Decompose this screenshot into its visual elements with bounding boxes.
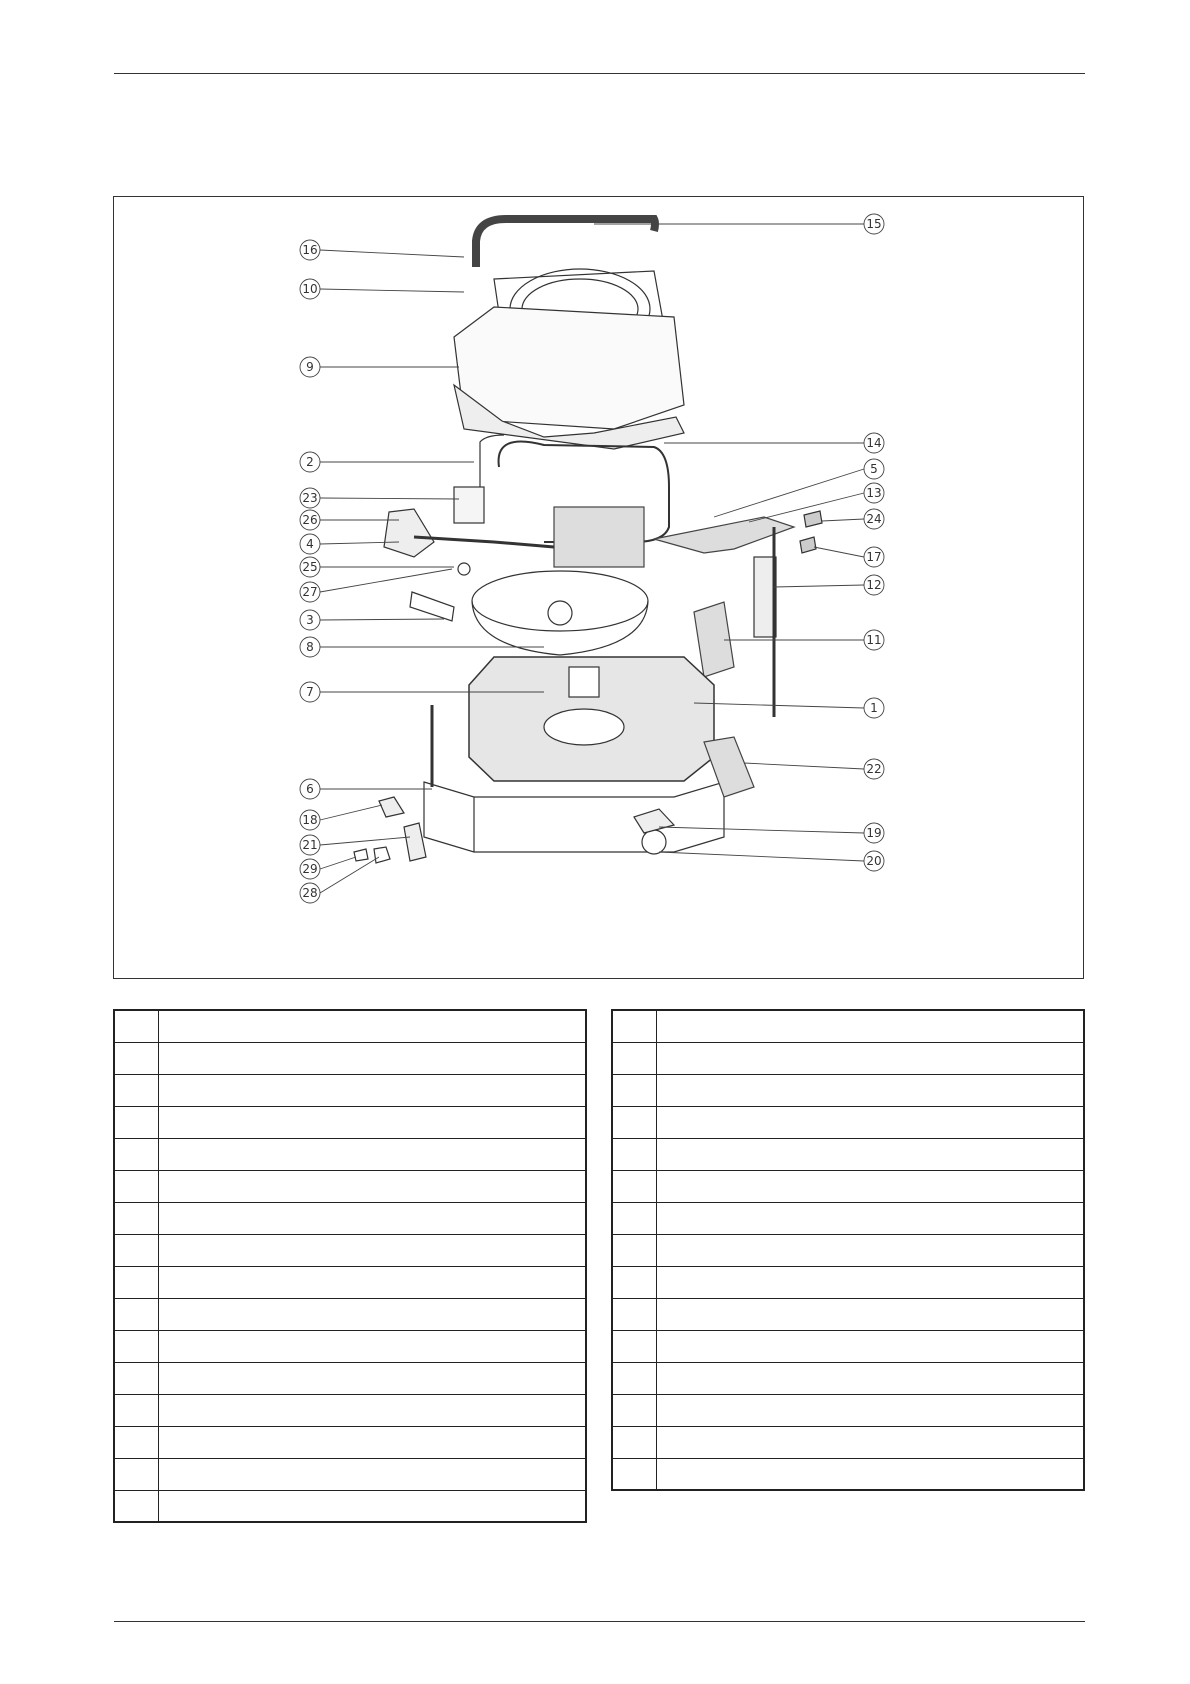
callout-number: 3 (306, 613, 314, 627)
table-row (114, 1042, 586, 1074)
part-description-cell (158, 1426, 586, 1458)
table-row (612, 1394, 1084, 1426)
callout-leader (814, 547, 864, 557)
part-number-cell (612, 1074, 656, 1106)
callout-number: 18 (302, 813, 318, 827)
part-number-cell (114, 1458, 158, 1490)
parts-table-left (113, 1009, 587, 1523)
callout-number: 22 (866, 762, 882, 776)
bracket-part-21 (404, 823, 426, 861)
part-description-cell (158, 1266, 586, 1298)
callout-number: 13 (866, 486, 882, 500)
part-description-cell (656, 1074, 1084, 1106)
part-description-cell (656, 1106, 1084, 1138)
callout-number: 9 (306, 360, 314, 374)
part-number-cell (612, 1010, 656, 1042)
callout-number: 25 (302, 560, 318, 574)
heat-exchanger-hatch (554, 507, 644, 567)
callout-number: 8 (306, 640, 314, 654)
callout-number: 23 (302, 491, 318, 505)
table-row (612, 1042, 1084, 1074)
callout-number: 5 (870, 462, 878, 476)
table-row (114, 1266, 586, 1298)
table-row (114, 1202, 586, 1234)
part-number-cell (114, 1426, 158, 1458)
table-row (114, 1234, 586, 1266)
table-row (114, 1106, 586, 1138)
callout-number: 29 (302, 862, 318, 876)
drain-hose-part (476, 219, 655, 267)
part-description-cell (158, 1394, 586, 1426)
table-row (612, 1170, 1084, 1202)
part-description-cell (656, 1330, 1084, 1362)
table-row (612, 1266, 1084, 1298)
callout-leader (320, 857, 379, 893)
table-row (612, 1138, 1084, 1170)
callout-leader (744, 763, 864, 769)
table-row (612, 1010, 1084, 1042)
callout-number: 2 (306, 455, 314, 469)
part-number-cell (612, 1170, 656, 1202)
table-row (114, 1330, 586, 1362)
callout-leader (714, 469, 864, 517)
part-description-cell (656, 1362, 1084, 1394)
callout-number: 17 (866, 550, 882, 564)
table-row (114, 1138, 586, 1170)
part-description-cell (656, 1202, 1084, 1234)
part-description-cell (656, 1298, 1084, 1330)
table-row (612, 1106, 1084, 1138)
part-description-cell (158, 1490, 586, 1522)
part-number-cell (114, 1234, 158, 1266)
callout-number: 19 (866, 826, 882, 840)
callout-number: 16 (302, 243, 318, 257)
part-number-cell (114, 1010, 158, 1042)
table-row (114, 1298, 586, 1330)
part-description-cell (656, 1234, 1084, 1266)
table-row (612, 1234, 1084, 1266)
part-number-cell (114, 1394, 158, 1426)
part-number-cell (612, 1362, 656, 1394)
part-description-cell (158, 1234, 586, 1266)
valve-assembly-part (384, 509, 434, 557)
part-description-cell (158, 1106, 586, 1138)
part-description-cell (158, 1458, 586, 1490)
callout-leader (320, 250, 464, 257)
header-rule (114, 73, 1085, 74)
callout-number: 27 (302, 585, 318, 599)
part-description-cell (158, 1170, 586, 1202)
part-description-cell (158, 1298, 586, 1330)
callout-leader (694, 703, 864, 708)
callout-number: 4 (306, 537, 314, 551)
callout-number: 24 (866, 512, 882, 526)
callout-leader (320, 837, 410, 845)
callout-number: 6 (306, 782, 314, 796)
part-description-cell (158, 1362, 586, 1394)
part-number-cell (114, 1106, 158, 1138)
turbo-fan-hub (548, 601, 572, 625)
part-description-cell (656, 1042, 1084, 1074)
table-row (612, 1330, 1084, 1362)
part-number-cell (114, 1202, 158, 1234)
part-description-cell (656, 1266, 1084, 1298)
callout-number: 15 (866, 217, 882, 231)
part-number-cell (612, 1138, 656, 1170)
bracket-part-29 (354, 849, 368, 861)
parts-table-right (611, 1009, 1085, 1491)
valve-pipe-part (414, 537, 554, 547)
table-row (114, 1490, 586, 1522)
part-number-cell (114, 1042, 158, 1074)
part-description-cell (656, 1170, 1084, 1202)
callout-number: 11 (866, 633, 882, 647)
part-number-cell (612, 1330, 656, 1362)
part-description-cell (158, 1042, 586, 1074)
pipe-part (480, 435, 504, 487)
table-row (612, 1202, 1084, 1234)
callout-number: 7 (306, 685, 314, 699)
fan-motor-part (569, 667, 599, 697)
part-description-cell (656, 1426, 1084, 1458)
base-frame-part (424, 782, 724, 852)
clip-part-17 (800, 537, 816, 553)
callout-number: 10 (302, 282, 318, 296)
part-number-cell (114, 1170, 158, 1202)
sensor-box-part (454, 487, 484, 523)
part-description-cell (656, 1138, 1084, 1170)
callout-number: 12 (866, 578, 882, 592)
callout-number: 26 (302, 513, 318, 527)
exploded-view-frame (113, 196, 1084, 979)
callout-leader (320, 498, 459, 499)
part-number-cell (114, 1362, 158, 1394)
callout-number: 14 (866, 436, 882, 450)
part-description-cell (158, 1330, 586, 1362)
part-number-cell (612, 1234, 656, 1266)
part-number-cell (612, 1298, 656, 1330)
table-row (612, 1458, 1084, 1490)
callout-number: 21 (302, 838, 318, 852)
table-row (114, 1458, 586, 1490)
callout-number: 1 (870, 701, 878, 715)
part-description-cell (158, 1074, 586, 1106)
part-number-cell (114, 1490, 158, 1522)
callout-leader (320, 289, 464, 292)
callout-leader (320, 619, 444, 620)
table-row (114, 1170, 586, 1202)
filter-plate-part (410, 592, 454, 621)
part-description-cell (158, 1138, 586, 1170)
callout-leader (320, 569, 452, 592)
callout-leader (320, 805, 382, 820)
exploded-view-diagram (114, 197, 1085, 980)
table-row (612, 1298, 1084, 1330)
table-row (114, 1010, 586, 1042)
part-number-cell (612, 1202, 656, 1234)
callout-leader (774, 585, 864, 587)
table-row (114, 1426, 586, 1458)
part-number-cell (612, 1458, 656, 1490)
callout-number: 28 (302, 886, 318, 900)
motor-part-20 (642, 830, 666, 854)
table-row (612, 1074, 1084, 1106)
table-row (612, 1426, 1084, 1458)
callout-leader (659, 852, 864, 861)
clip-part-24 (804, 511, 822, 527)
bracket-part-28 (374, 847, 390, 863)
table-row (114, 1362, 586, 1394)
table-row (114, 1394, 586, 1426)
part-description-cell (158, 1202, 586, 1234)
part-number-cell (114, 1330, 158, 1362)
fan-housing-part (694, 602, 734, 677)
part-description-cell (656, 1010, 1084, 1042)
part-number-cell (612, 1426, 656, 1458)
part-description-cell (656, 1394, 1084, 1426)
table-row (114, 1074, 586, 1106)
part-number-cell (612, 1106, 656, 1138)
part-number-cell (114, 1298, 158, 1330)
part-number-cell (114, 1266, 158, 1298)
footer-rule (114, 1621, 1085, 1622)
valve-fitting (458, 563, 470, 575)
part-number-cell (114, 1074, 158, 1106)
callout-leader (320, 857, 356, 869)
table-row (612, 1362, 1084, 1394)
part-number-cell (612, 1042, 656, 1074)
callout-number: 20 (866, 854, 882, 868)
drain-pan-hole (544, 709, 624, 745)
part-number-cell (114, 1138, 158, 1170)
part-description-cell (656, 1458, 1084, 1490)
bracket-part-18 (379, 797, 404, 817)
part-description-cell (158, 1010, 586, 1042)
callout-leader (822, 519, 864, 521)
part-number-cell (612, 1394, 656, 1426)
part-number-cell (612, 1266, 656, 1298)
